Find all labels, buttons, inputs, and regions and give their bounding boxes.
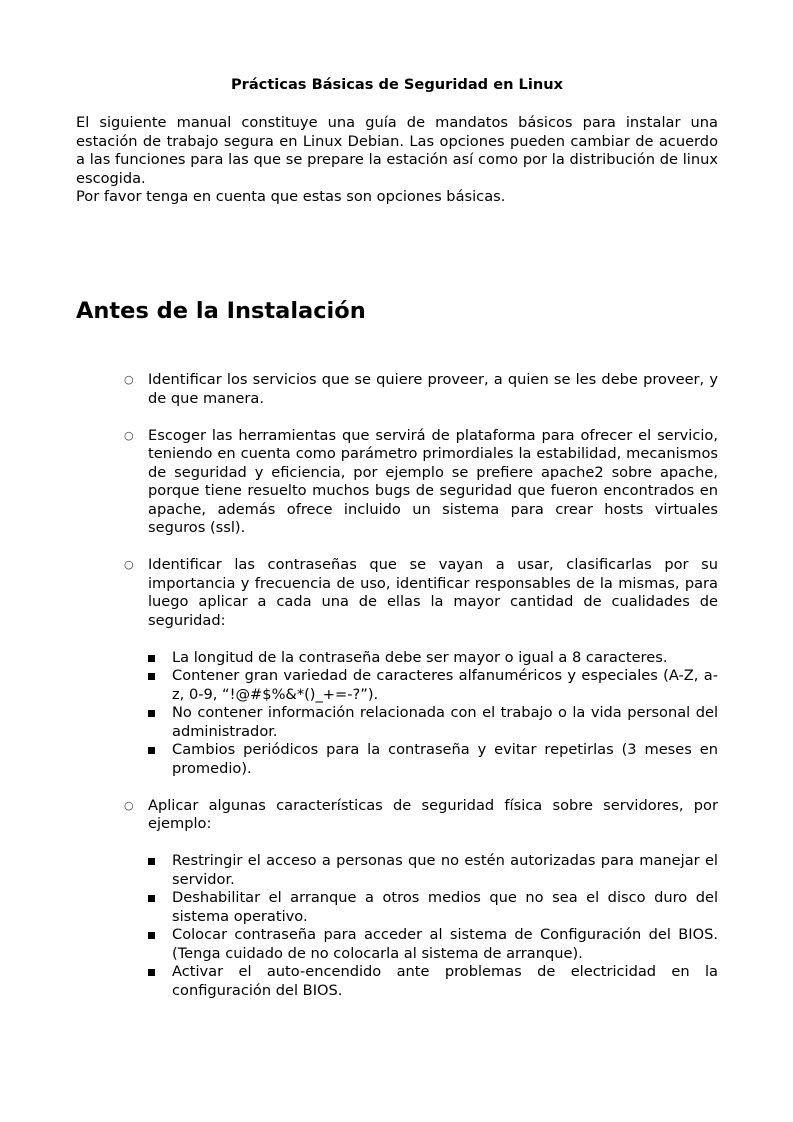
checklist-item-text: Escoger las herramientas que servirá de plataforma para ofrecer el servicio, teniendo en cuenta como parámetro primordiales la estabilidad, mecanismos de seguridad y eficiencia, por ejemplo se prefiere apache2 sobre apache, porque tiene resuelto muchos bugs de seguridad que fueron encontrados en apache, además ofrece incluido un sistema para crear hosts virtuales seguros (ssl). <box>148 426 718 536</box>
square-bullet-icon <box>148 747 155 754</box>
sublist-item-text: Restringir el acceso a personas que no estén autorizadas para manejar el servidor. <box>172 852 718 888</box>
intro-block <box>76 114 718 207</box>
sublist-item <box>148 667 718 704</box>
sublist-item <box>148 926 718 963</box>
checklist-item-text: Identificar las contraseñas que se vayan a usar, clasificarlas por su importancia y frecuencia de uso, identificar responsables de la mismas, para luego aplicar a cada una de ellas la mayor cantidad de cualidades de seguridad: <box>148 556 718 629</box>
sublist-item-text: Activar el auto-encendido ante problemas de electricidad en la configuración del BIOS. <box>172 963 718 999</box>
sublist-item <box>148 741 718 778</box>
square-bullet-icon <box>148 932 155 939</box>
document-title: Prácticas Básicas de Seguridad en Linux <box>230 76 564 93</box>
square-bullet-icon <box>148 895 155 902</box>
square-bullet-icon <box>148 969 155 976</box>
sublist-item-text: Cambios periódicos para la contraseña y evitar repetirlas (3 meses en promedio). <box>172 741 718 777</box>
sublist-item-text: La longitud de la contraseña debe ser mayor o igual a 8 caracteres. <box>172 648 668 666</box>
circle-bullet-icon: ○ <box>124 428 134 442</box>
sublist-item <box>148 852 718 889</box>
checklist-item <box>76 427 718 538</box>
square-bullet-icon <box>148 858 155 865</box>
sublist-item <box>148 963 718 1000</box>
circle-bullet-icon: ○ <box>124 798 134 812</box>
physical-security-list <box>148 852 718 1000</box>
intro-note: Por favor tenga en cuenta que estas son opciones básicas. <box>76 188 506 205</box>
checklist-item-text: Identificar los servicios que se quiere proveer, a quien se les debe proveer, y de que manera. <box>148 371 718 407</box>
checklist-item-text: Aplicar algunas características de seguridad física sobre servidores, por ejemplo: <box>148 796 718 832</box>
square-bullet-icon <box>148 710 155 717</box>
circle-bullet-icon: ○ <box>124 558 134 571</box>
sublist-item <box>148 889 718 926</box>
square-bullet-icon <box>148 655 155 662</box>
section-heading: Antes de la Instalación <box>76 298 366 324</box>
sublist-item <box>148 649 718 668</box>
intro-paragraph: El siguiente manual constituye una guía de mandatos básicos para instalar una estación de trabajo segura en Linux Debian. Las opciones pueden cambiar de acuerdo a las funciones para las que se prepare la estación así como por la distribución de linux escogida. <box>76 114 718 187</box>
square-bullet-icon <box>148 673 155 680</box>
circle-bullet-icon: ○ <box>124 373 134 386</box>
sublist-item-text: Deshabilitar el arranque a otros medios que no sea el disco duro del sistema operativo. <box>172 889 718 925</box>
checklist-item <box>76 371 718 408</box>
sublist-item-text: No contener información relacionada con el trabajo o la vida personal del administrador. <box>172 704 718 740</box>
sublist-item <box>148 704 718 741</box>
password-rules-list <box>148 649 718 779</box>
checklist <box>76 371 718 1000</box>
checklist-item <box>76 556 718 778</box>
checklist-item <box>76 797 718 1001</box>
sublist-item-text: Colocar contraseña para acceder al sistema de Configuración del BIOS. (Tenga cuidado de no colocarla al sistema de arranque). <box>172 926 718 962</box>
sublist-item-text: Contener gran variedad de caracteres alfanuméricos y especiales (A-Z, a-z, 0-9, “!@#$%&*()_+=-?”). <box>172 667 718 703</box>
